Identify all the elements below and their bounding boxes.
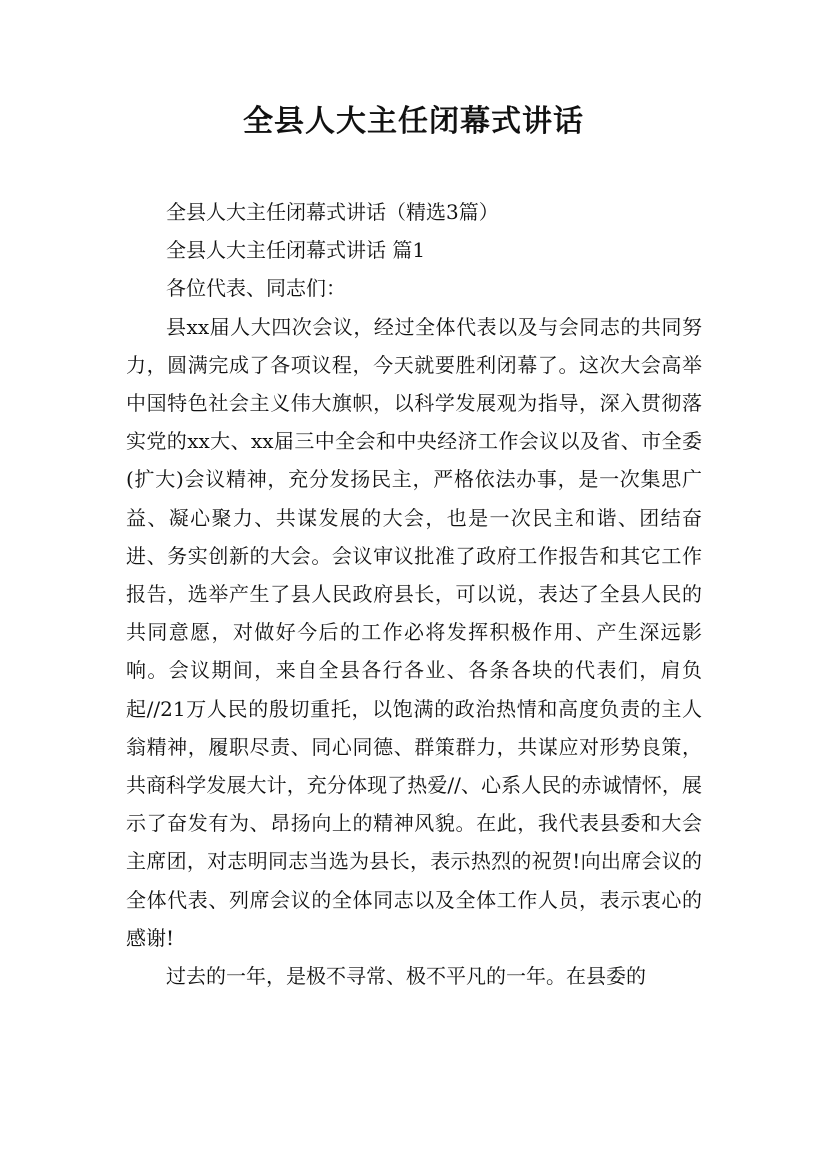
body-paragraph: 过去的一年，是极不寻常、极不平凡的一年。在县委的 [166, 964, 646, 989]
section-heading: 全县人大主任闭幕式讲话 篇1 [166, 238, 426, 263]
body-paragraph: 县xx届人大四次会议，经过全体代表以及与会同志的共同努力，圆满完成了各项议程，今天就要胜利闭幕了。这次大会高举中国特色社会主义伟大旗帜，以科学发展观为指导，深入贯彻落实党的xx大、xx届三中全会和中央经济工作会议以及省、市全委(扩大)会议精神，充分发扬民主，严格依法办事，是一次集思广益、凝心聚力、共谋发展的大会，也是一次民主和谐、团结奋进、务实创新的大会。会议审议批准了政府工作报告和其它工作报告，选举产生了县人民政府县长，可以说，表达了全县人民的共同意愿，对做好今后的工作必将发挥积极作用、产生深远影响。会议期间，来自全县各行各业、各条各块的代表们，肩负起//21万人民的殷切重托，以饱满的政治热情和高度负责的主人翁精神，履职尽责、同心同德、群策群力，共谋应对形势良策，共商科学发展大计，充分体现了热爱//、心系人民的赤诚情怀，展示了奋发有为、昂扬向上的精神风貌。在此，我代表县委和大会主席团，对志明同志当选为县长，表示热烈的祝贺!向出席会议的全体代表、列席会议的全体同志以及全体工作人员，表示衷心的感谢! [126, 314, 702, 950]
document-title: 全县人大主任闭幕式讲话 [243, 104, 584, 139]
subtitle-selection: 全县人大主任闭幕式讲话（精选3篇） [166, 200, 499, 224]
salutation: 各位代表、同志们： [166, 276, 346, 301]
document-body [126, 193, 702, 995]
